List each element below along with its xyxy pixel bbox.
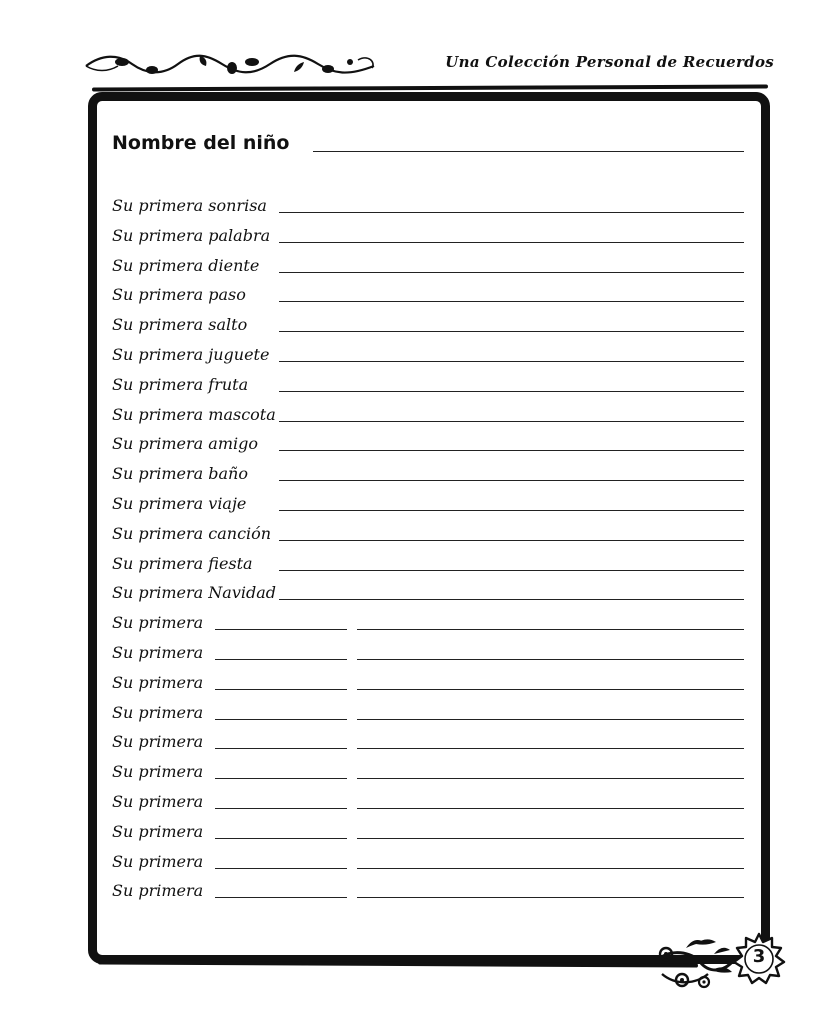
custom-milestone-name-line[interactable] [215,748,347,749]
milestone-row [112,490,744,520]
frame-brush-edge [92,85,768,92]
milestone-row [112,222,744,252]
custom-milestone-row [112,669,744,699]
milestone-label: Su primera palabra [112,225,271,245]
milestone-answer-line[interactable] [279,391,744,392]
custom-milestone-name-line[interactable] [215,719,347,720]
custom-milestone-label: Su primera [112,642,204,662]
custom-milestone-label: Su primera [112,821,204,841]
custom-milestone-answer-line[interactable] [357,659,744,660]
custom-milestone-name-line[interactable] [215,868,347,869]
custom-milestone-row [112,877,744,907]
child-name-row [112,130,744,160]
custom-milestone-answer-line[interactable] [357,778,744,779]
custom-milestone-answer-line[interactable] [357,808,744,809]
milestone-answer-line[interactable] [279,599,744,600]
custom-milestone-row [112,848,744,878]
custom-milestone-label: Su primera [112,732,204,752]
milestone-row [112,281,744,311]
custom-milestone-row [112,788,744,818]
milestone-row [112,252,744,282]
custom-milestone-row [112,728,744,758]
custom-milestone-label: Su primera [112,702,204,722]
custom-milestone-name-line[interactable] [215,629,347,630]
milestone-answer-line[interactable] [279,331,744,332]
milestone-label: Su primera Navidad [112,583,276,603]
child-name-label: Nombre del niño [112,132,290,154]
milestone-row [112,550,744,580]
milestone-answer-line[interactable] [279,510,744,511]
custom-milestone-label: Su primera [112,672,204,692]
milestone-row [112,430,744,460]
book-title: Una Colección Personal de Recuerdos [445,53,774,71]
milestone-answer-line[interactable] [279,242,744,243]
milestone-answer-line[interactable] [279,421,744,422]
custom-milestone-name-line[interactable] [215,778,347,779]
milestone-label: Su primera fiesta [112,553,253,573]
custom-milestone-name-line[interactable] [215,659,347,660]
custom-milestone-answer-line[interactable] [357,629,744,630]
milestone-row [112,371,744,401]
milestone-answer-line[interactable] [279,272,744,273]
vine-flourish-icon [82,50,378,82]
milestone-answer-line[interactable] [279,301,744,302]
milestone-answer-line[interactable] [279,212,744,213]
page-number: 3 [752,946,766,967]
milestone-label: Su primera amigo [112,434,258,454]
milestone-label: Su primera diente [112,255,260,275]
milestone-label: Su primera fruta [112,374,249,394]
milestone-answer-line[interactable] [279,361,744,362]
custom-milestone-name-line[interactable] [215,808,347,809]
custom-milestone-answer-line[interactable] [357,838,744,839]
milestone-list [112,192,744,907]
custom-milestone-answer-line[interactable] [357,748,744,749]
milestone-row [112,192,744,222]
milestone-label: Su primera canción [112,523,272,543]
milestone-answer-line[interactable] [279,450,744,451]
milestone-label: Su primera viaje [112,493,247,513]
custom-milestone-label: Su primera [112,613,204,633]
custom-milestone-label: Su primera [112,851,204,871]
custom-milestone-answer-line[interactable] [357,897,744,898]
custom-milestone-row [112,758,744,788]
milestone-row [112,520,744,550]
custom-milestone-name-line[interactable] [215,689,347,690]
milestone-label: Su primera sonrisa [112,196,267,215]
custom-milestone-name-line[interactable] [215,838,347,839]
milestone-row [112,579,744,609]
milestone-label: Su primera paso [112,285,246,305]
milestone-row [112,311,744,341]
custom-milestone-name-line[interactable] [215,897,347,898]
milestone-row [112,401,744,431]
child-name-field[interactable] [313,151,744,152]
custom-milestone-answer-line[interactable] [357,868,744,869]
milestone-label: Su primera juguete [112,344,270,364]
custom-milestone-row [112,818,744,848]
milestone-label: Su primera baño [112,464,248,484]
custom-milestone-label: Su primera [112,881,204,901]
custom-milestone-answer-line[interactable] [357,719,744,720]
milestone-answer-line[interactable] [279,540,744,541]
custom-milestone-label: Su primera [112,762,204,782]
custom-milestone-answer-line[interactable] [357,689,744,690]
custom-milestone-label: Su primera [112,791,204,811]
milestone-label: Su primera salto [112,315,248,335]
milestone-answer-line[interactable] [279,570,744,571]
milestone-row [112,460,744,490]
custom-milestone-row [112,699,744,729]
custom-milestone-row [112,609,744,639]
milestone-answer-line[interactable] [279,480,744,481]
milestone-label: Su primera mascota [112,404,276,424]
custom-milestone-row [112,639,744,669]
milestone-row [112,341,744,371]
